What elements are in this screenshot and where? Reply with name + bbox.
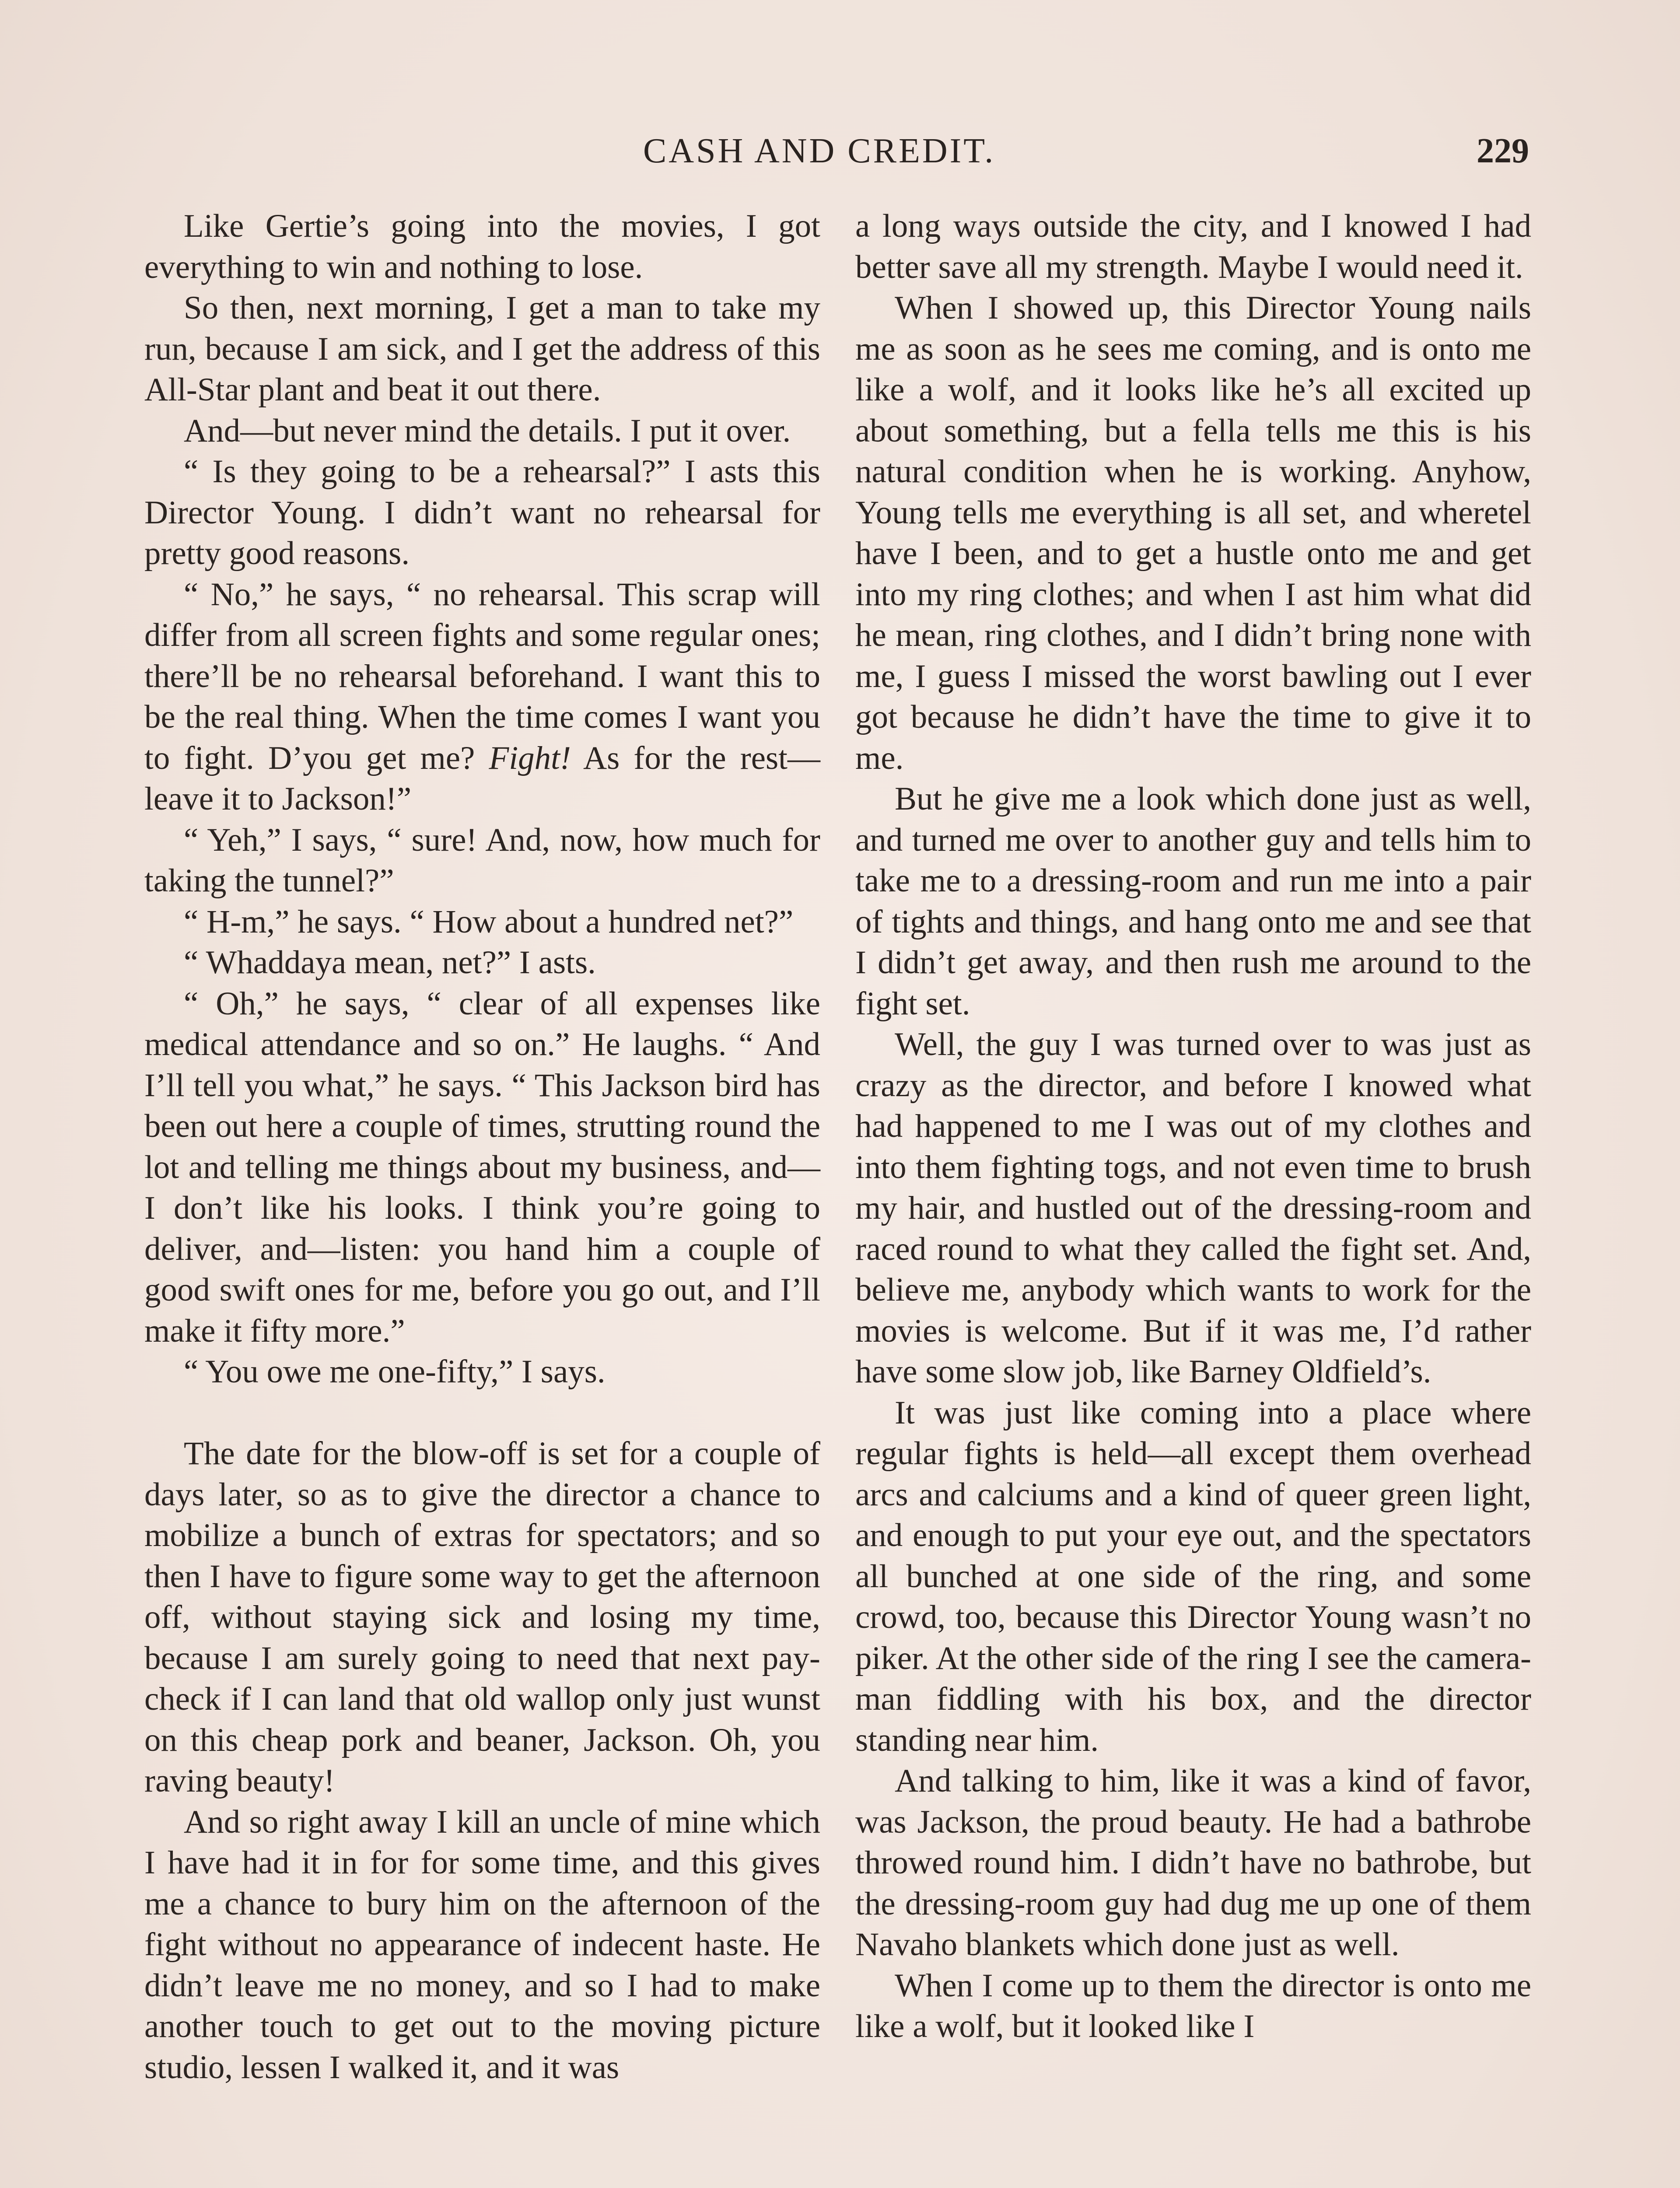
- section-break: [144, 1392, 820, 1434]
- paragraph: It was just like coming into a place where regular fights is held—all except them overhead arcs and calciums and a kind of queer green light, and enough to put your eye out, and the spectators all bunched at one side of the ring, and some crowd, too, because this Director Young wasn’t no piker. At the other side of the ring I see the camera-man fiddling with his box, and the director standing near him.: [855, 1394, 1531, 1758]
- paragraph: When I come up to them the director is onto me like a wolf, but it looked like I: [855, 1967, 1531, 2044]
- right-column: [855, 206, 1531, 2047]
- paragraph: So then, next morning, I get a man to take my run, because I am sick, and I get the address of this All-Star plant and beat it out there.: [144, 290, 820, 408]
- paragraph: When I showed up, this Director Young nails me as soon as he sees me coming, and is onto me like a wolf, and it looks like he’s all excited up about something, but a fella tells me this is his natural condition when he is working. Anyhow, Young tells me everything is all set, and wheretel have I been, and to get a hustle onto me and get into my ring clothes; and when I ast him what did he mean, ring clothes, and I didn’t bring none with me, I guess I missed the worst bawling out I ever got because he didn’t have the time to give it to me.: [855, 290, 1531, 776]
- paragraph: But he give me a look which done just as well, and turned me over to another guy and tells him to take me to a dressing-room and run me into a pair of tights and things, and hang onto me and see that I didn’t get away, and then rush me around to the fight set.: [855, 781, 1531, 1022]
- page-number: 229: [1477, 132, 1529, 170]
- left-column: [144, 206, 820, 2088]
- paragraph: And talking to him, like it was a kind of favor, was Jackson, the proud beauty. He had a bathrobe throwed round him. I didn’t have no bathrobe, but the dressing-room guy had dug me up one of them Navaho blankets which done just as well.: [855, 1763, 1531, 1963]
- paragraph-text: As for the rest—leave it to Jackson!”: [144, 740, 821, 817]
- running-head: CASH AND CREDIT.: [643, 132, 996, 170]
- paragraph-text: “ No,” he says, “ no rehearsal. This scrap will differ from all screen fights and some regular ones; there’ll be no rehearsal beforehand. I want this to be the real thing. When the time comes I want you to fight. D’you get me?: [144, 576, 820, 776]
- paragraph: “ H-m,” he says. “ How about a hundred net?”: [184, 903, 794, 940]
- emphasized-text: Fight!: [489, 740, 571, 776]
- paragraph: “ You owe me one-fifty,” I says.: [184, 1353, 606, 1390]
- paragraph-continued: a long ways outside the city, and I knowed I had better save all my strength. Maybe I would need it.: [855, 208, 1531, 285]
- paragraph: The date for the blow-off is set for a couple of days later, so as to give the director a chance to mobilize a bunch of extras for spectators; and so then I have to figure some way to get the afternoon off, without staying sick and losing my time, because I am surely going to need that next pay-check if I can land that old wallop only just wunst on this cheap pork and beaner, Jackson. Oh, you raving beauty!: [144, 1435, 820, 1799]
- paragraph: And—but never mind the details. I put it over.: [184, 412, 791, 449]
- paragraph: “ Whaddaya mean, net?” I asts.: [184, 944, 596, 981]
- paragraph: Well, the guy I was turned over to was just as crazy as the director, and before I knowed what had happened to me I was out of my clothes and into them fighting togs, and not even time to brush my hair, and hustled out of the dressing-room and raced round to what they called the fight set. And, believe me, anybody which wants to work for the movies is welcome. But if it was me, I’d rather have some slow job, like Barney Oldfield’s.: [855, 1026, 1531, 1390]
- paragraph: “ Is they going to be a rehearsal?” I asts this Director Young. I didn’t want no rehearsal for pretty good reasons.: [144, 453, 820, 572]
- paragraph: Like Gertie’s going into the movies, I got everything to win and nothing to lose.: [144, 208, 820, 285]
- paragraph: “ Oh,” he says, “ clear of all expenses like medical attendance and so on.” He laughs. “ And I’ll tell you what,” he says. “ This Jackson bird has been out here a couple of times, strutting round the lot and telling me things about my business, and—I don’t like his looks. I think you’re going to deliver, and—listen: you hand him a couple of good swift ones for me, before you go out, and I’ll make it fifty more.”: [144, 985, 820, 1349]
- paragraph: And so right away I kill an uncle of mine which I have had it in for for some time, and this gives me a chance to bury him on the afternoon of the fight without no appearance of indecent haste. He didn’t leave me no money, and so I had to make another touch to get out to the moving picture studio, lessen I walked it, and it was: [144, 1803, 820, 2086]
- paragraph: “ Yeh,” I says, “ sure! And, now, how much for taking the tunnel?”: [144, 821, 820, 899]
- paragraph: [144, 574, 820, 820]
